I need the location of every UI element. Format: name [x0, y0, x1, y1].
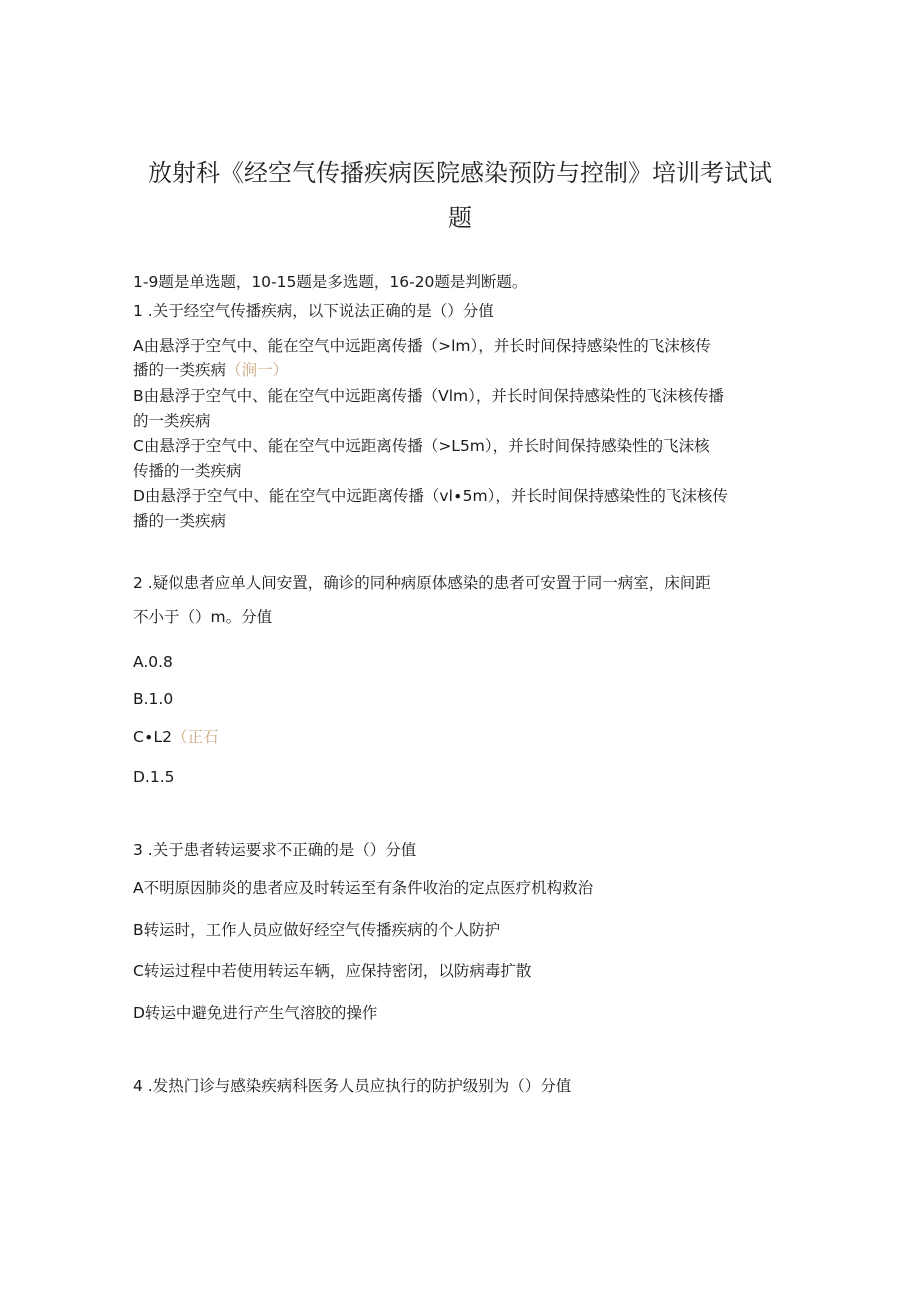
q4-stem: 4 .发热门诊与感染疾病科医务人员应执行的防护级别为（）分值: [133, 1077, 572, 1095]
q1-option-c-line-2: 传播的一类疾病: [133, 462, 242, 480]
q2-stem-line-2: 不小于（）m。分值: [133, 608, 273, 626]
q2-answer-mark: （正石: [172, 728, 219, 746]
q1-option-d-line-1: D由悬浮于空气中、能在空气中远距离传播（vl∙5m），并长时间保持感染性的飞沫核传: [133, 487, 728, 505]
q1-answer-mark: （涧一）: [226, 361, 289, 379]
q1-stem: 1 .关于经空气传播疾病，以下说法正确的是（）分值: [133, 302, 494, 320]
document-title-line-2: 题: [448, 204, 472, 232]
q3-option-d: D转运中避免进行产生气溶胶的操作: [133, 1004, 378, 1022]
q1-option-b-line-1: B由悬浮于空气中、能在空气中远距离传播（Vlm），并长时间保持感染性的飞沫核传播: [133, 387, 724, 405]
q1-option-a-line-1: A由悬浮于空气中、能在空气中远距离传播（>lm），并长时间保持感染性的飞沫核传: [133, 337, 711, 355]
q2-stem-line-1: 2 .疑似患者应单人间安置，确诊的同种病原体感染的患者可安置于同一病室，床间距: [133, 574, 711, 592]
intro-text: 1-9题是单选题，10-15题是多选题，16-20题是判断题。: [133, 273, 528, 291]
q2-option-a: A.0.8: [133, 653, 173, 671]
q1-option-b-line-2: 的一类疾病: [133, 412, 211, 430]
q2-option-c-text: C∙L2: [133, 728, 173, 746]
q2-option-d: D.1.5: [133, 768, 175, 786]
q1-option-a-line-2: [133, 363, 288, 379]
q2-option-c: [133, 730, 219, 746]
q3-stem: 3 .关于患者转运要求不正确的是（）分值: [133, 841, 417, 859]
q3-option-a: A不明原因肺炎的患者应及时转运至有条件收治的定点医疗机构救治: [133, 879, 594, 897]
q1-option-a-text: 播的一类疾病: [133, 361, 227, 379]
q2-option-b: B.1.0: [133, 690, 174, 708]
q3-option-b: B转运时，工作人员应做好经空气传播疾病的个人防护: [133, 921, 501, 939]
q1-option-c-line-1: C由悬浮于空气中、能在空气中远距离传播（>L5m），并长时间保持感染性的飞沫核: [133, 437, 710, 455]
document-title-line-1: 放射科《经空气传播疾病医院感染预防与控制》培训考试试: [148, 159, 772, 187]
q3-option-c: C转运过程中若使用转运车辆，应保持密闭，以防病毒扩散: [133, 962, 532, 980]
q1-option-d-line-2: 播的一类疾病: [133, 512, 227, 530]
